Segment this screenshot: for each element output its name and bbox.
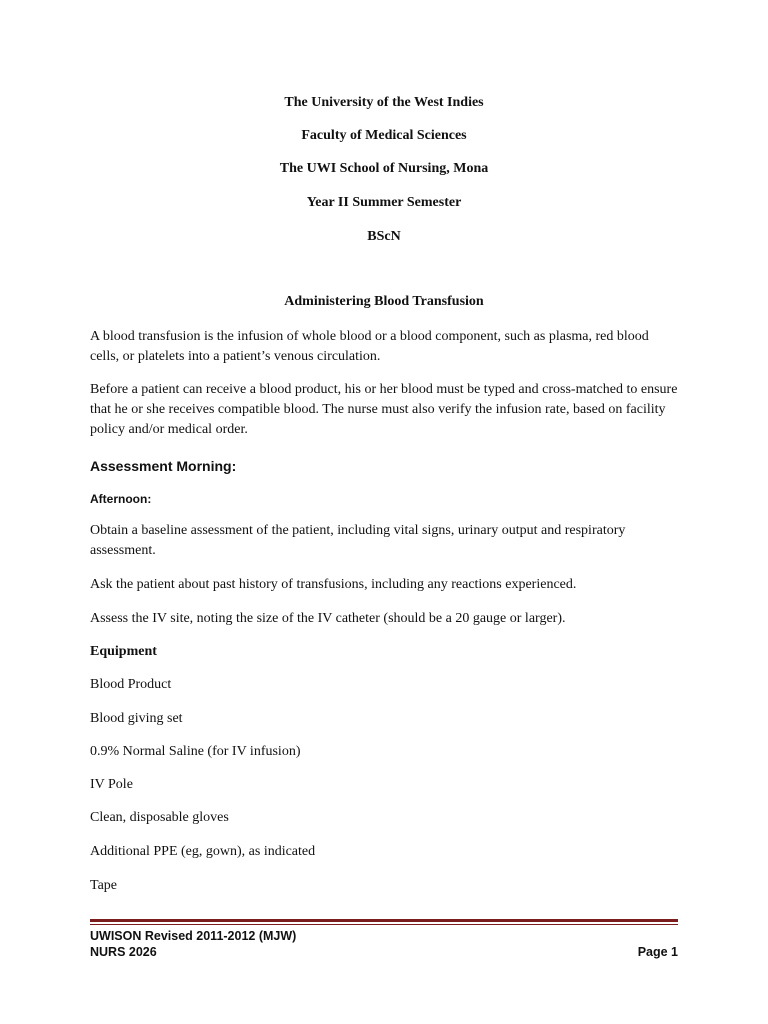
equipment-item: Blood Product (90, 677, 172, 692)
assessment-item-1: Obtain a baseline assessment of the patient, including vital signs, urinary output and respiratory assessment. (90, 523, 626, 558)
equipment-item: IV Pole (90, 777, 133, 792)
intro-paragraph-1: A blood transfusion is the infusion of whole blood or a blood component, such as plasma, red blood cells, or platelets into a patient’s venous circulation. (90, 329, 649, 364)
equipment-heading: Equipment (90, 644, 157, 659)
assessment-item-2: Ask the patient about past history of transfusions, including any reactions experienced. (90, 577, 577, 592)
footer-rule-thin (90, 924, 678, 925)
footer-course: NURS 2026 (90, 945, 157, 959)
equipment-item: Additional PPE (eg, gown), as indicated (90, 844, 316, 859)
afternoon-label: Afternoon: (90, 492, 152, 506)
school-name: The UWI School of Nursing, Mona (279, 161, 489, 176)
faculty-name: Faculty of Medical Sciences (301, 128, 467, 143)
equipment-item: Blood giving set (90, 711, 183, 726)
university-name: The University of the West Indies (284, 95, 484, 110)
equipment-item: Tape (90, 878, 118, 893)
programme-label: BScN (367, 229, 401, 244)
equipment-item: Clean, disposable gloves (90, 810, 229, 825)
intro-paragraph-2: Before a patient can receive a blood product, his or her blood must be typed and cross-matched to ensure that he or she receives compatible blood. The nurse must also verify the infusion rate, based on facility policy and/or medical order. (90, 382, 678, 437)
semester-label: Year II Summer Semester (306, 195, 462, 210)
equipment-item: 0.9% Normal Saline (for IV infusion) (90, 744, 301, 759)
assessment-item-3: Assess the IV site, noting the size of the IV catheter (should be a 20 gauge or larger). (90, 611, 566, 626)
footer-rule-thick (90, 919, 678, 922)
document-title: Administering Blood Transfusion (284, 294, 484, 309)
footer-page-number: Page 1 (637, 945, 678, 959)
footer-revision: UWISON Revised 2011-2012 (MJW) (90, 929, 297, 943)
assessment-morning-label: Assessment Morning: (90, 458, 237, 474)
